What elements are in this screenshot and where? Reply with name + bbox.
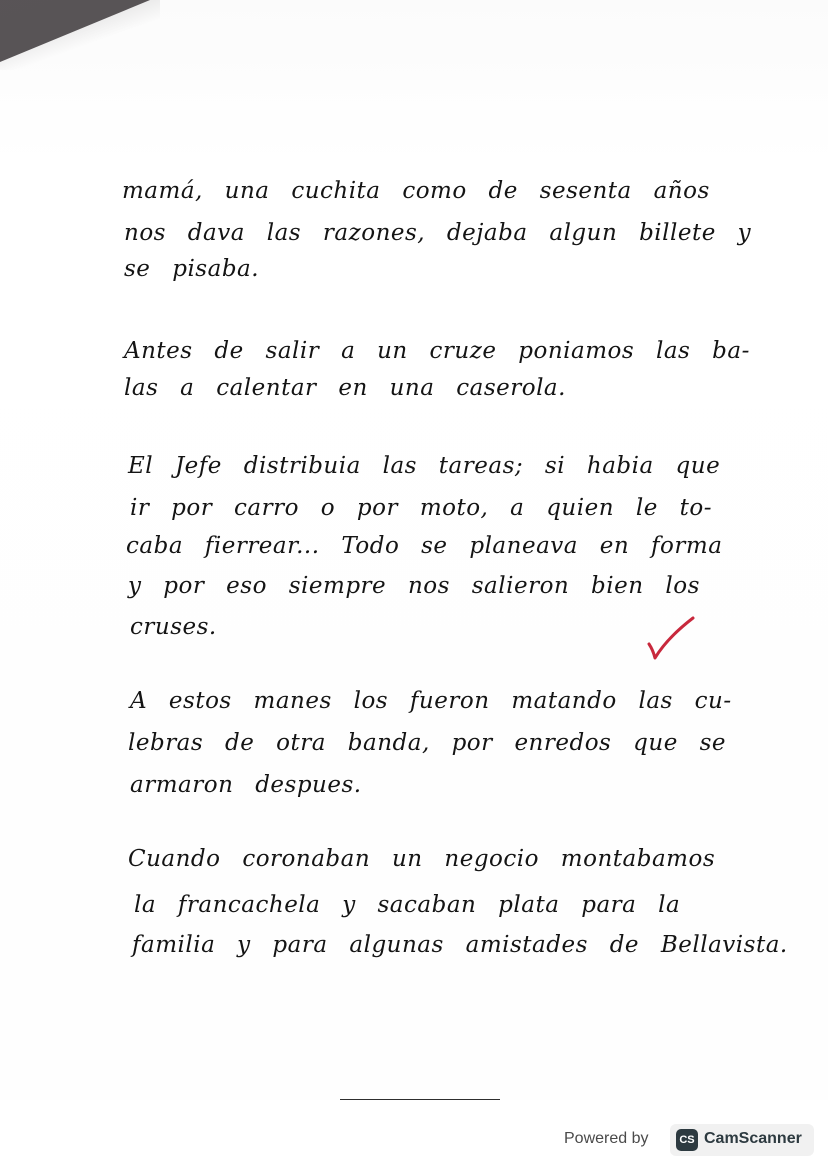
text-line-1: mamá, una cuchita como de sesenta años [122,178,710,204]
camscanner-brand-name: CamScanner [704,1130,802,1147]
text-line-8: caba fierrear... Todo se planeava en forma [126,533,723,559]
text-line-14: Cuando coronaban un negocio montabamos [128,846,716,872]
text-line-7: ir por carro o por moto, a quien le to- [130,495,712,521]
text-line-3: se pisaba. [124,256,260,282]
text-line-13: armaron despues. [130,772,362,798]
text-line-11: A estos manes los fueron matando las cu- [130,688,732,714]
text-line-16: familia y para algunas amistades de Bellavista. [132,932,788,958]
camscanner-logo-icon: CS [676,1129,698,1151]
powered-by-label: Powered by [564,1130,649,1147]
text-line-2: nos dava las razones, dejaba algun billete y [124,220,752,246]
text-line-5: las a calentar en una caserola. [124,375,566,401]
red-check-mark [645,614,697,664]
text-line-6: El Jefe distribuia las tareas; si habia que [128,453,721,479]
text-line-15: la francachela y sacaban plata para la [134,892,681,918]
text-line-12: lebras de otra banda, por enredos que se [128,730,727,756]
text-line-10: cruses. [130,614,217,640]
text-line-4: Antes de salir a un cruze poniamos las ba- [124,338,750,364]
text-line-9: y por eso siempre nos salieron bien los [128,573,700,599]
camscanner-badge[interactable] [670,1124,814,1156]
